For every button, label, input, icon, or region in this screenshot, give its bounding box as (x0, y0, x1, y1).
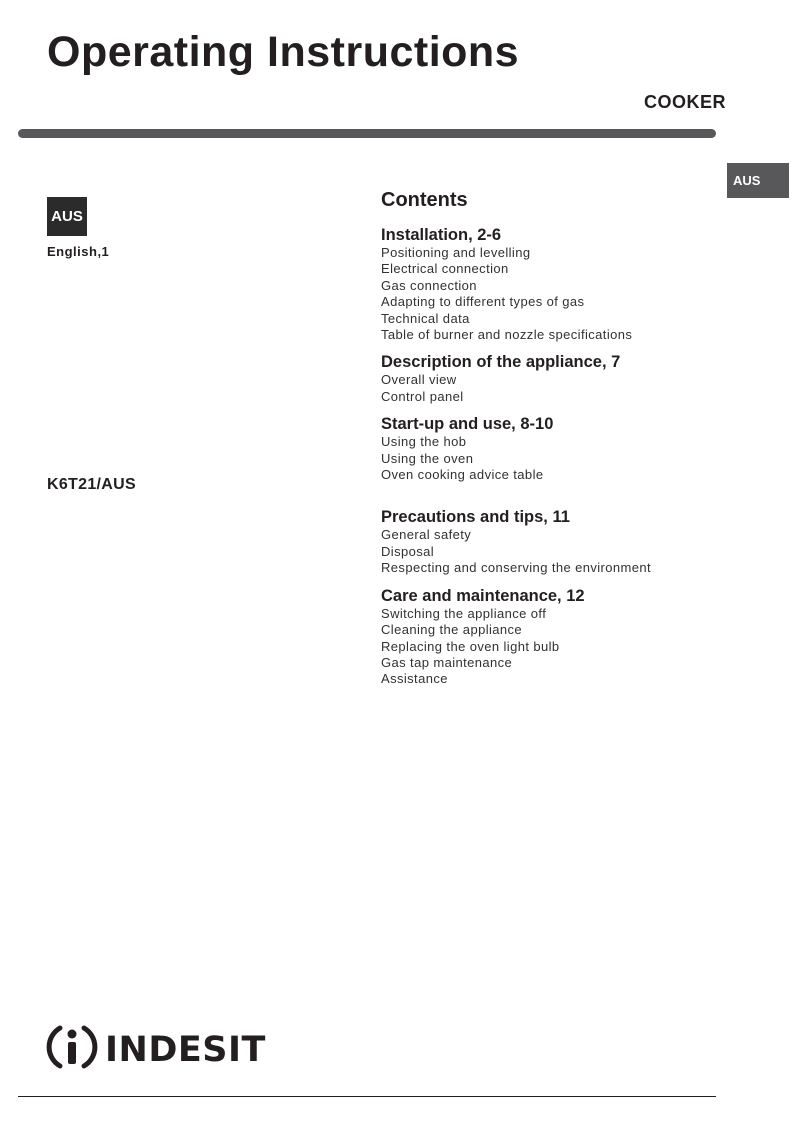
brand-name: INDESIT (105, 1029, 266, 1070)
toc-item[interactable]: Cleaning the appliance (381, 622, 523, 638)
product-type: COOKER (643, 92, 726, 112)
toc-item[interactable]: Electrical connection (381, 261, 509, 277)
toc-item[interactable]: Control panel (381, 388, 464, 404)
toc-item[interactable]: Disposal (381, 543, 435, 559)
toc-item[interactable]: Gas connection (381, 277, 477, 293)
page-title: Operating Instructions (47, 28, 520, 76)
toc-section-heading[interactable]: Installation, 2-6 (381, 226, 502, 244)
toc-item[interactable]: Technical data (381, 310, 470, 326)
toc-item[interactable]: Using the oven (381, 450, 474, 466)
toc-item[interactable]: Respecting and conserving the environment (381, 560, 652, 576)
toc-item[interactable]: Overall view (381, 372, 457, 388)
toc-section-heading[interactable]: Description of the appliance, 7 (381, 353, 621, 372)
language-badge: AUS (47, 197, 87, 236)
toc-item[interactable]: Switching the appliance off (381, 605, 547, 621)
header-divider (18, 129, 716, 138)
toc-item[interactable]: Oven cooking advice table (381, 467, 544, 483)
toc-section (381, 225, 701, 343)
toc-item[interactable]: General safety (381, 527, 472, 543)
toc-section-heading[interactable]: Precautions and tips, 11 (381, 508, 570, 527)
indesit-logo-icon (45, 1020, 99, 1079)
toc-item[interactable]: Table of burner and nozzle specifications (381, 327, 633, 343)
toc-item[interactable]: Gas tap maintenance (381, 654, 513, 670)
toc-item[interactable]: Adapting to different types of gas (381, 294, 585, 310)
toc-section-heading[interactable]: Care and maintenance, 12 (381, 586, 585, 605)
toc-item[interactable]: Assistance (381, 671, 448, 687)
toc-item[interactable]: Replacing the oven light bulb (381, 638, 560, 654)
language-side-tab[interactable]: AUS (727, 163, 789, 198)
toc-item[interactable]: Positioning and levelling (381, 245, 531, 260)
toc-section-heading[interactable]: Start-up and use, 8-10 (381, 415, 554, 434)
footer-divider (18, 1096, 716, 1097)
toc-section (381, 507, 701, 576)
language-page-reference: English,1 (47, 244, 110, 259)
table-of-contents (381, 189, 701, 697)
toc-section (381, 586, 701, 688)
toc-section (381, 352, 701, 405)
indesit-logo (45, 1020, 266, 1079)
contents-title: Contents (381, 189, 468, 211)
model-number: K6T21/AUS (47, 476, 136, 493)
toc-section (381, 414, 701, 483)
toc-item[interactable]: Using the hob (381, 434, 467, 450)
